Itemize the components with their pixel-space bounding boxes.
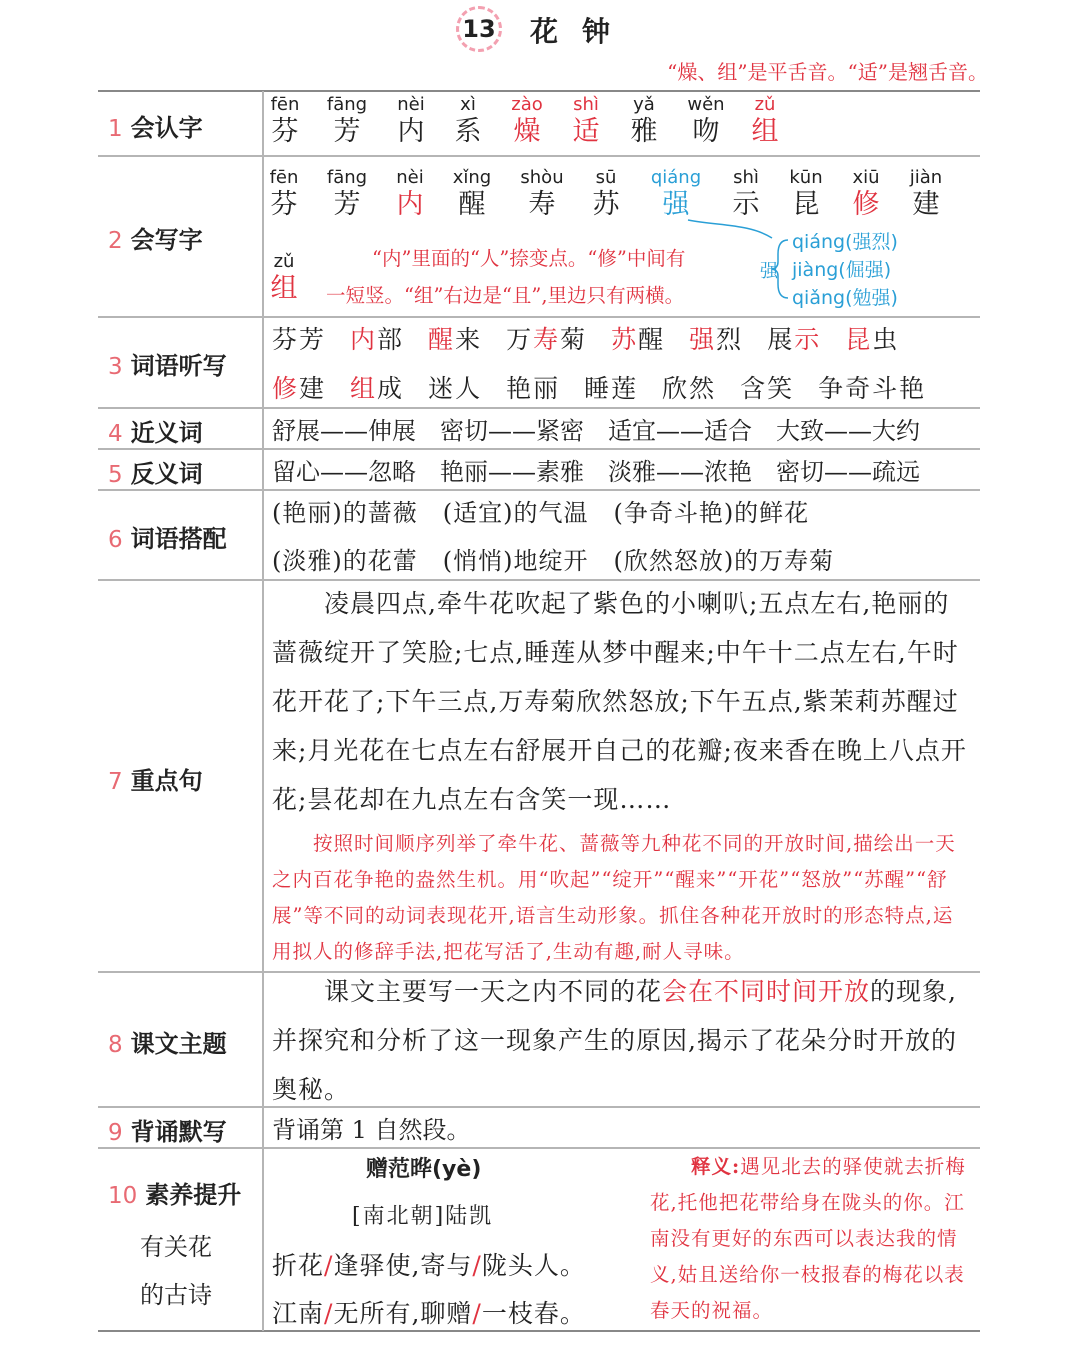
dictation-word-part: 寿 [533, 325, 561, 354]
dictation-word-part: 组 [350, 374, 378, 403]
char-cell [380, 168, 440, 222]
character: 内 [396, 189, 424, 220]
pinyin: xì [460, 94, 476, 115]
row-label-7: 7 重点句 [108, 767, 203, 795]
dictation-word-part: 修 [272, 374, 300, 403]
divider [98, 1330, 980, 1332]
character: 修 [852, 189, 880, 220]
poem-author: [南北朝]陆凯 [352, 1204, 494, 1229]
pinyin: shì [573, 94, 599, 115]
write-note: 一短竖。“组”右边是“且”,里边只有两横。 [326, 284, 685, 307]
dictation-word-part: 迷人 [428, 374, 483, 403]
character: 内 [397, 116, 425, 147]
character: 组 [751, 116, 779, 147]
dictation-word-part: 来 [455, 325, 483, 354]
antonyms: 留心——忽略 艳丽——素雅 淡雅——浓艳 密切——疏远 [272, 458, 920, 486]
character: 芬 [271, 116, 299, 147]
character: 建 [912, 189, 940, 220]
dictation-word-part: 万 [506, 325, 534, 354]
lesson-theme: 课文主要写一天之内不同的花会在不同时间开放的现象,并探究和分析了这一现象产生的原因,揭示了花朵分时开放的奥秘。 [272, 977, 957, 1104]
collocations-line2: (淡雅)的花蕾 (悄悄)地绽开 (欣然怒放)的万寿菊 [272, 547, 835, 575]
dictation-word-part: 展 [767, 325, 795, 354]
pinyin: zǔ [754, 94, 776, 115]
polyphone-bracket [680, 212, 800, 312]
pinyin: shì [733, 167, 759, 188]
character: 芳 [333, 189, 361, 220]
dictation-word-part: 睡莲 [584, 374, 639, 403]
pronunciation-note: “燥、组”是平舌音。“适”是翘舌音。 [667, 60, 988, 84]
lesson-number: 13 [462, 15, 496, 43]
pinyin: nèi [396, 167, 424, 188]
pinyin: fāng [326, 167, 368, 188]
dictation-word-part: 欣然 [662, 374, 717, 403]
poem-line-1: 折花/逢驿使,寄与/陇头人。 [272, 1251, 586, 1280]
key-sentence-explanation: 按照时间顺序列举了牵牛花、蔷薇等九种花不同的开放时间,描绘出一天之内百花争艳的盎然生机。用“吹起”“绽开”“醒来”“开花”“怒放”“苏醒”“舒展”等不同的动词表现花开,语言生动形象。抓住各种花开放时的形态特点,运用拟人的修辞手法,把花写活了,生动有趣,耐人寻味。 [272, 832, 956, 963]
polyphone-char: 强 [760, 261, 778, 282]
char-cell [614, 95, 674, 149]
char-cell [576, 168, 636, 222]
dictation-word-part: 内 [350, 325, 378, 354]
poem-title: 赠范晔(yè) [366, 1157, 482, 1182]
row-label-5: 5 反义词 [108, 460, 203, 488]
character: 燥 [513, 116, 541, 147]
char-cell [556, 95, 616, 149]
character: 苏 [592, 189, 620, 220]
pinyin: qiáng [650, 167, 702, 188]
dictation-word-part: 苏 [611, 325, 639, 354]
row-label-3: 3 词语听写 [108, 352, 227, 380]
recitation-task: 背诵第 1 自然段。 [272, 1116, 471, 1144]
divider [98, 407, 980, 409]
poem-line-2: 江南/无所有,聊赠/一枝春。 [272, 1299, 586, 1328]
dictation-word-part: 含笑 [740, 374, 795, 403]
char-cell [896, 168, 956, 222]
char-cell [255, 95, 315, 149]
dictation-words-line2 [272, 369, 926, 405]
character: 昆 [792, 189, 820, 220]
pinyin: xiū [852, 167, 880, 188]
dictation-word-part: 成 [377, 374, 405, 403]
dictation-word-part: 芬芳 [272, 325, 327, 354]
row-label-4: 4 近义词 [108, 419, 203, 447]
row-label-1: 1 会认字 [108, 114, 203, 142]
char-cell [317, 95, 377, 149]
pinyin: fāng [326, 94, 368, 115]
pinyin: sū [595, 167, 617, 188]
char-cell [317, 168, 377, 222]
char-cell [836, 168, 896, 222]
dictation-word-part: 建 [299, 374, 327, 403]
character: 芳 [333, 116, 361, 147]
pinyin: xǐng [452, 167, 492, 188]
dictation-word-part: 醒 [428, 325, 456, 354]
divider [98, 489, 980, 491]
char-cell [735, 95, 795, 149]
pinyin: wěn [687, 94, 725, 115]
row-label-6: 6 词语搭配 [108, 525, 227, 553]
character: 系 [454, 116, 482, 147]
pinyin: zào [511, 94, 543, 115]
character: 强 [662, 189, 690, 220]
character: 芬 [270, 189, 298, 220]
row-label-8: 8 课文主题 [108, 1030, 227, 1058]
page-title: 花钟 [530, 15, 635, 48]
char-cell [512, 168, 572, 222]
char-cell [676, 95, 736, 149]
dictation-word-part: 醒 [638, 325, 666, 354]
write-note: “内”里面的“人”捺变点。“修”中间有 [372, 247, 686, 270]
dictation-word-part: 示 [794, 325, 822, 354]
poem-explanation: 释义:遇见北去的驿使就去折梅花,托他把花带给身在陇头的你。江南没有更好的东西可以表达我的情义,姑且送给你一枝报春的梅花以表春天的祝福。 [650, 1155, 966, 1322]
char-cell [438, 95, 498, 149]
dictation-word-part: 争奇斗艳 [818, 374, 927, 403]
dictation-word-part: 菊 [560, 325, 588, 354]
divider [98, 90, 980, 92]
divider [98, 155, 980, 157]
pinyin: yǎ [633, 94, 655, 115]
divider [98, 448, 980, 450]
character: 雅 [630, 116, 658, 147]
row-label-10: 10 素养提升 [108, 1181, 242, 1209]
dictation-word-part: 部 [377, 325, 405, 354]
dictation-word-part: 艳丽 [506, 374, 561, 403]
dictation-word-part: 昆 [845, 325, 873, 354]
char-cell [497, 95, 557, 149]
collocations-line1: (艳丽)的蔷薇 (适宜)的气温 (争奇斗艳)的鲜花 [272, 499, 810, 527]
row-label-2: 2 会写字 [108, 226, 203, 254]
pinyin: shòu [520, 167, 564, 188]
row-10-subtitle: 有关花 的古诗 [140, 1233, 212, 1309]
key-sentence: 凌晨四点,牵牛花吹起了紫色的小喇叭;五点左右,艳丽的蔷薇绽开了笑脸;七点,睡莲从梦中醒来;中午十二点左右,午时花开花了;下午三点,万寿菊欣然怒放;下午五点,紫茉莉苏醒过来;月光花在七点左右舒展开自己的花瓣;夜来香在晚上八点开花;昙花却在九点左右含笑一现…… [272, 589, 967, 814]
row-label-9: 9 背诵默写 [108, 1118, 227, 1146]
pinyin: kūn [789, 167, 823, 188]
polyphone-readings: qiáng(强烈) jiàng(倔强) qiǎng(勉强) [792, 231, 898, 309]
pinyin: nèi [397, 94, 425, 115]
pinyin: fēn [270, 94, 300, 115]
synonyms: 舒展——伸展 密切——紧密 适宜——适合 大致——大约 [272, 417, 920, 445]
character: 吻 [692, 116, 720, 147]
char-cell [254, 168, 314, 222]
char-cell [381, 95, 441, 149]
character: 寿 [528, 189, 556, 220]
character: 醒 [458, 189, 486, 220]
dictation-word-part: 虫 [872, 325, 900, 354]
divider [98, 316, 980, 318]
character: 适 [572, 116, 600, 147]
dictation-words-line1 [272, 320, 899, 356]
dictation-word-part: 强 [689, 325, 717, 354]
pinyin: jiàn [909, 167, 943, 188]
char-cell [442, 168, 502, 222]
pinyin: fēn [269, 167, 299, 188]
char-cell: zǔ 组 [270, 251, 298, 304]
dictation-word-part: 烈 [716, 325, 744, 354]
lesson-number-badge [456, 6, 502, 52]
character: 示 [732, 189, 760, 220]
